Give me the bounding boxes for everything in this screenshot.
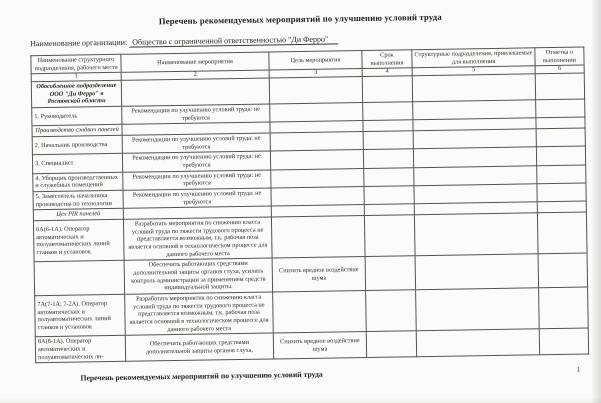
table-cell [363, 131, 413, 150]
table-cell: Рекомендации по улучшению условий труда: не требуются [122, 151, 270, 172]
column-number: 6 [535, 65, 584, 73]
table-cell [364, 215, 415, 257]
table-cell: 2. Начальник производства [32, 135, 122, 155]
table-cell [273, 291, 367, 334]
table-cell [270, 150, 363, 170]
table-cell [413, 147, 536, 167]
table-cell [538, 253, 588, 287]
column-header: Наименование структурного подразделения, рабочего места [31, 54, 121, 74]
table-cell: Цех PIR панелей [33, 209, 123, 221]
table-cell [536, 146, 585, 165]
table-cell [364, 204, 414, 215]
page-footer [35, 366, 588, 384]
column-number: 4 [362, 68, 412, 76]
table-cell [270, 131, 363, 151]
table-cell [271, 168, 364, 188]
table-cell [363, 102, 413, 121]
table-cell [365, 256, 416, 290]
table-cell: Рекомендации по улучшению условий труда: не требуются [123, 188, 271, 209]
table-cell [364, 167, 414, 186]
column-header: Наименование мероприятия [121, 52, 269, 73]
table-cell [537, 201, 586, 212]
table-cell [537, 183, 586, 202]
table-cell: Разработать мероприятия по снижению класса условий труда по тяжести трудового процесса не представляется возможным, т.к. рабочая поза является основной в технологическом процессе для данного рабочего места [125, 292, 274, 336]
table-cell [271, 216, 365, 259]
column-header: Отметка о выполнении [535, 47, 584, 66]
table-cell: Снизить вредное воздействие шума [273, 332, 366, 359]
table-body [31, 73, 588, 363]
table-cell [537, 212, 587, 254]
table-cell [366, 290, 417, 332]
table-cell [363, 149, 413, 168]
table-cell: Производство сэндвич панелей [32, 125, 122, 137]
column-header: Цель мероприятия [269, 51, 362, 71]
table-cell [271, 187, 364, 207]
table-cell: Снизить вредное воздействие шума [272, 257, 366, 292]
table-cell: Обеспечить работающих средствами дополнительной защиты органов слуха, усилить контроль администрации за применением средств индивидуальной защиты. [124, 258, 273, 294]
table-cell [269, 76, 362, 103]
table-cell [414, 165, 537, 185]
column-number: 1 [31, 73, 121, 82]
table-cell: 1. Руководитель [32, 106, 122, 126]
table-cell: Разработать мероприятия по снижению класса условий труда по тяжести трудового процесса не представляется возможным, т.к. рабочая поза является основной в технологическом процессе для данного рабочего места [123, 217, 272, 261]
table-cell [535, 73, 584, 100]
table-cell [363, 120, 413, 131]
table-cell [270, 102, 363, 122]
document-title: Перечень рекомендуемых мероприятий по улучшению условий труда [158, 11, 442, 27]
table-cell [362, 76, 412, 103]
table-cell [415, 254, 539, 290]
table-cell: 4. Уборщик производственных и служебных помещений [33, 172, 123, 192]
table-cell [366, 331, 416, 358]
table-cell [416, 288, 540, 331]
column-number: 5 [412, 66, 535, 76]
table-cell: 7А(7-1А; 7-2А). Оператор автоматических и полуавтоматических линий станков и установок [35, 294, 126, 337]
table-cell: Обособленное подразделение ООО "Ди Ферро" в Ростовской области [31, 80, 121, 107]
page-number: 1 [576, 366, 581, 375]
organization-name: Общество с ограниченной ответственностью "Ди Ферро" [129, 34, 338, 47]
table-cell [539, 287, 589, 329]
table-cell [121, 78, 269, 106]
table-cell [536, 99, 585, 118]
table-cell [412, 74, 535, 102]
column-header: Срок выполнения [362, 50, 412, 69]
table-cell: 5. Заместитель начальника производства по технологии [33, 190, 123, 210]
table-cell: 3. Специалист [32, 154, 122, 174]
table-cell [536, 128, 585, 147]
column-number: 2 [121, 70, 269, 80]
column-header: Структурные подразделения, привлекаемые для выполнения [412, 48, 535, 68]
organization-label: Наименование организации: [30, 37, 128, 49]
table-cell: 8А(8-1А). Оператор автоматических и полуавтоматических ли- [35, 336, 125, 363]
table-cell [414, 184, 537, 204]
footer-title: Перечень рекомендуемых мероприятий по улучшению условий труда [80, 370, 323, 383]
table-cell: Рекомендации по улучшению условий труда: не требуются [123, 170, 271, 191]
table-cell [413, 100, 536, 120]
measures-table [30, 47, 589, 364]
table-cell [414, 213, 538, 256]
table-cell: Рекомендации по улучшению условий труда: не требуются [122, 104, 270, 125]
table-cell [416, 329, 539, 357]
table-cell [536, 117, 585, 128]
table-cell: Рекомендации по улучшению условий труда: не требуются [122, 133, 270, 154]
page-bottom-shadow [0, 398, 601, 403]
table-cell [413, 129, 536, 149]
table-cell [364, 186, 414, 205]
organization-line [30, 30, 601, 48]
table-cell [34, 261, 125, 296]
table-cell [539, 328, 588, 355]
column-number: 3 [269, 69, 362, 78]
table-cell: 6А(6-1А). Оператор автоматических и полуавтоматических линий станков и установок [33, 219, 124, 262]
table-cell [537, 165, 586, 184]
table-cell: Обеспечить работающих средствами дополнительной защиты органов слуха, [125, 333, 273, 361]
